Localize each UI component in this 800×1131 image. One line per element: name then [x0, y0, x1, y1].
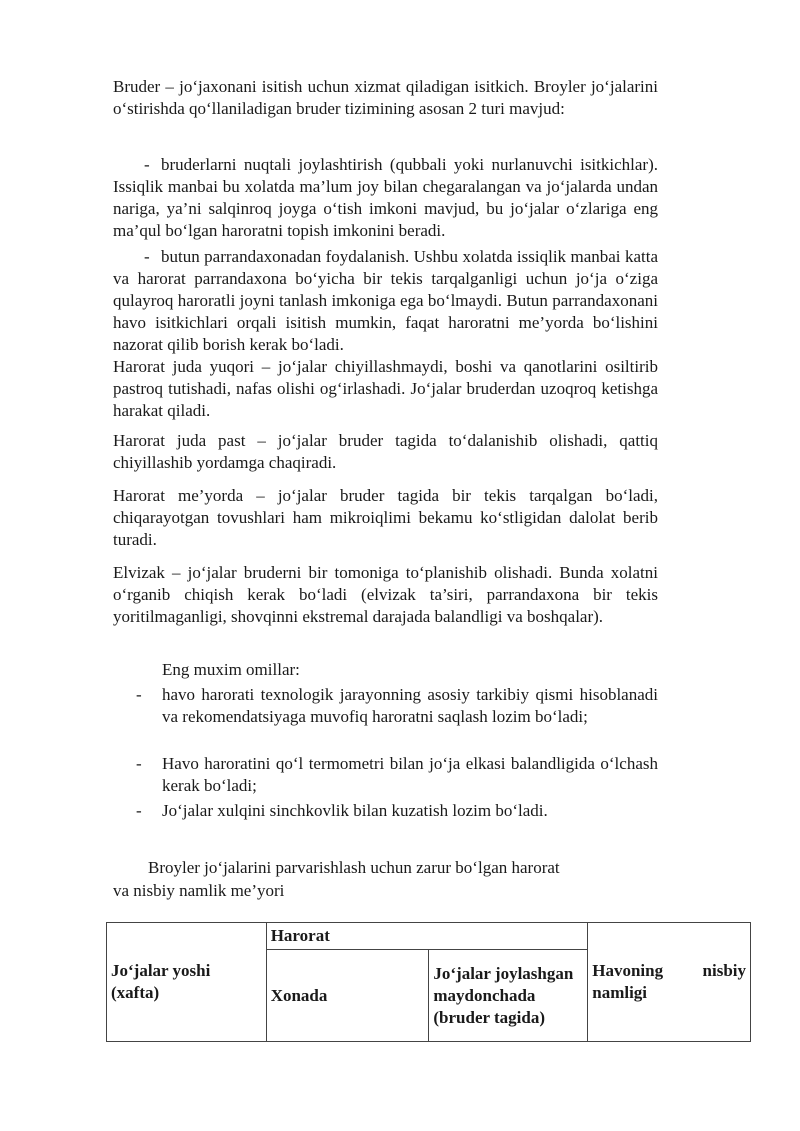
list-item: bruderlarni nuqtali joylashtirish (qubbali yoki nurlanuvchi isitkichlar). Issiqlik manbai bu xolatda ma’lum joy bilan chegaralangan va jo‘jalarda undan nariga, ya’ni salqinroq joyga o‘tish imkoni mavjud, bu jo‘jalar o‘zlariga eng ma’qul bo‘lgan haroratni topish imkonini beradi.	[113, 155, 658, 240]
norms-table	[106, 922, 751, 1042]
list-dash: -	[136, 754, 142, 773]
header-brooder: Jo‘jalar joylashgan maydonchada (bruder tagida)	[429, 950, 588, 1042]
list-item: havo harorati texnologik jarayonning asosiy tarkibiy qismi hisoblanadi va rekomendatsiyaga muvofiq haroratni saqlash lozim bo‘ladi;	[162, 685, 658, 726]
header-age: Jo‘jalar yoshi (xafta)	[107, 923, 267, 1042]
list-item: butun parrandaxonadan foydalanish. Ushbu xolatda issiqlik manbai katta va harorat parrandaxona bo‘yicha bir tekis tarqalganligi uchun jo‘ja o‘ziga qulayroq haroratli joyni tanlash imkoniga ega bo‘lmaydi. Butun parrandaxonani havo isitkichlari orqali isitish mumkin, faqat haroratni me’yorda bo‘lishini nazorat qilib borish kerak bo‘ladi.	[113, 247, 658, 354]
list-dash: -	[144, 155, 150, 174]
heat-normal-paragraph: Harorat me’yorda – jo‘jalar bruder tagida bir tekis tarqalgan bo‘ladi, chiqarayotgan tovushlari ham mikroiqlimi bekamu ko‘stligidan dalolat berib turadi.	[113, 486, 658, 549]
bruder-intro-paragraph: Bruder – jo‘jaxonani isitish uchun xizmat qiladigan isitkich. Broyler jo‘jalarini o‘stirishda qo‘llaniladigan bruder tizimining asosan 2 turi mavjud:	[113, 77, 658, 118]
header-room: Xonada	[266, 950, 429, 1042]
header-temperature: Harorat	[266, 923, 588, 950]
heat-low-paragraph: Harorat juda past – jo‘jalar bruder tagida to‘dalanishib olishadi, qattiq chiyillashib yordamga chaqiradi.	[113, 431, 658, 472]
list-dash: -	[136, 801, 142, 820]
table-caption-line1: Broyler jo‘jalarini parvarishlash uchun zarur bo‘lgan harorat	[148, 858, 560, 877]
header-humidity: Havoning nisbiy namligi	[588, 923, 751, 1042]
list-dash: -	[136, 685, 142, 704]
draft-paragraph: Elvizak – jo‘jalar bruderni bir tomoniga to‘planishib olishadi. Bunda xolatni o‘rganib chiqish kerak bo‘ladi (elvizak ta’siri, parrandaxona bir tekis yoritilmaganligi, shovqinni ekstremal darajada balandligi va boshqalar).	[113, 563, 658, 626]
heat-high-paragraph: Harorat juda yuqori – jo‘jalar chiyillashmaydi, boshi va qanotlarini osiltirib pastroq tutishadi, nafas olishi og‘irlashadi. Jo‘jalar bruderdan uzoqroq ketishga harakat qiladi.	[113, 357, 658, 420]
list-dash: -	[144, 247, 150, 266]
list-item: Havo haroratini qo‘l termometri bilan jo‘ja elkasi balandligida o‘lchash kerak bo‘ladi;	[162, 754, 658, 795]
table-caption-line2: va nisbiy namlik me’yori	[113, 881, 285, 900]
list-item: Jo‘jalar xulqini sinchkovlik bilan kuzatish lozim bo‘ladi.	[162, 801, 548, 820]
factors-heading: Eng muxim omillar:	[162, 660, 300, 679]
